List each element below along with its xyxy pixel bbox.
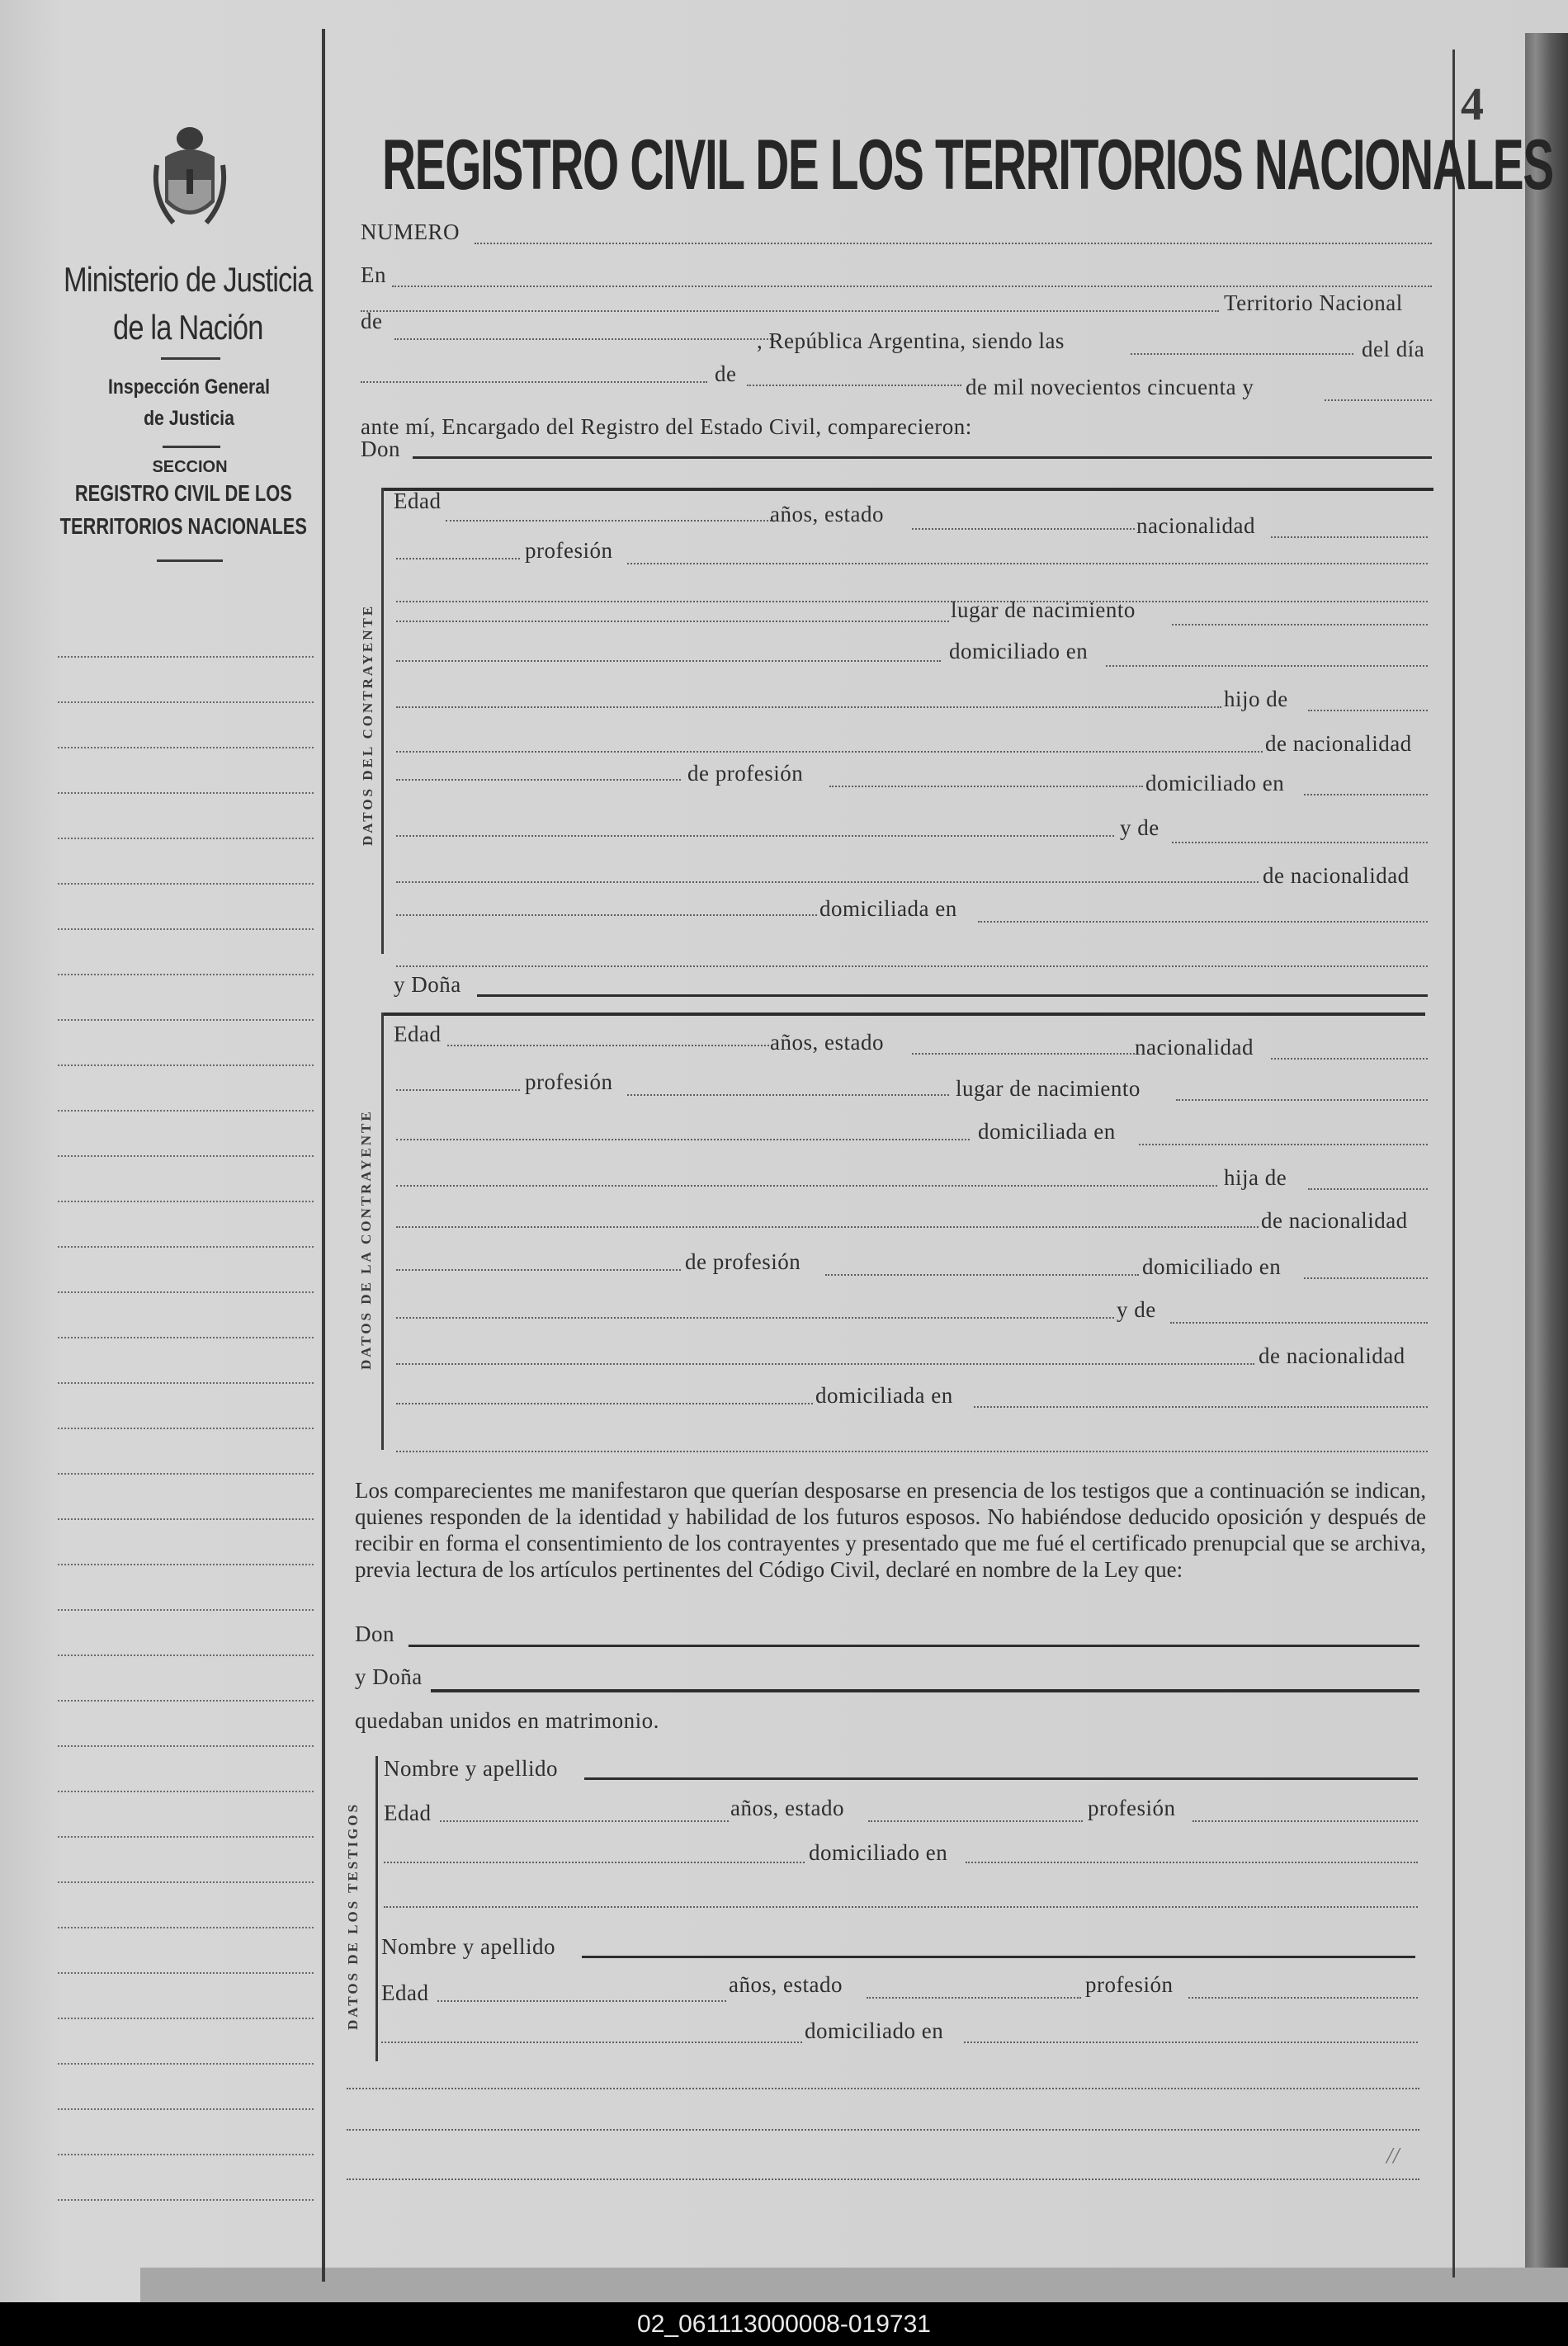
inspection-line-1: Inspección General: [107, 375, 271, 399]
profesion-field-f[interactable]: [627, 1094, 949, 1096]
margin-note-line[interactable]: [58, 1745, 314, 1747]
madre-domicilio-field-f[interactable]: [974, 1406, 1428, 1408]
national-coat-of-arms-icon: [149, 124, 231, 239]
free-line-1[interactable]: [347, 2088, 1419, 2089]
madre-field-f[interactable]: [1170, 1322, 1428, 1324]
ministry-line-1: Ministerio de Justicia: [63, 260, 313, 299]
lugar-nacimiento-label-f: lugar de nacimiento: [956, 1076, 1141, 1101]
de-nacionalidad-label-f: de nacionalidad: [1261, 1208, 1408, 1233]
anos-estado-label-t2: años, estado: [729, 1972, 843, 1997]
profesion-field-t1[interactable]: [1193, 1820, 1418, 1822]
de-nacionalidad-label: de nacionalidad: [1265, 731, 1412, 756]
edad-field-f[interactable]: [447, 1045, 769, 1046]
edad-label: Edad: [394, 489, 442, 513]
margin-note-line[interactable]: [58, 1972, 314, 1974]
padre-prof-prefix-f[interactable]: [396, 1269, 681, 1271]
profesion-label-t1: profesión: [1088, 1796, 1176, 1820]
contrayenta-bracket: [381, 1013, 384, 1450]
de-label: de: [361, 309, 383, 333]
profesion-field[interactable]: [627, 563, 1428, 564]
estado-field[interactable]: [912, 528, 1135, 530]
margin-note-line[interactable]: [58, 1881, 314, 1883]
margin-note-line[interactable]: [58, 792, 314, 794]
y-dona-label-2: y Doña: [355, 1664, 423, 1689]
margin-note-line[interactable]: [58, 1791, 314, 1792]
don-label-2: Don: [355, 1621, 394, 1646]
quedaban-label: quedaban unidos en matrimonio.: [355, 1708, 659, 1733]
madre-nac-field-f[interactable]: [396, 1363, 1254, 1365]
madre-dom-prefix[interactable]: [396, 914, 817, 916]
anos-estado-label-f: años, estado: [770, 1030, 884, 1055]
contrayente-line[interactable]: [396, 601, 1428, 602]
madre-prefix-field[interactable]: [396, 835, 1114, 837]
ante-mi-label: ante mí, Encargado del Registro del Estado Civil, comparecieron:: [361, 414, 972, 439]
nacionalidad-field[interactable]: [1271, 536, 1428, 538]
domicilio-prefix-t1[interactable]: [384, 1862, 805, 1863]
margin-note-line[interactable]: [58, 1700, 314, 1702]
section-name: [35, 477, 332, 543]
margin-note-line[interactable]: [58, 1428, 314, 1429]
profesion-label: profesión: [525, 538, 613, 563]
contrayente-side-label: DATOS DEL CONTRAYENTE: [360, 603, 375, 846]
domiciliada-en-label-f2: domiciliada en: [815, 1383, 953, 1408]
nacionalidad-label: nacionalidad: [1136, 513, 1255, 538]
domicilio-prefix-f[interactable]: [396, 1139, 970, 1140]
en-label: En: [361, 262, 386, 287]
anos-estado-label-t1: años, estado: [730, 1796, 844, 1820]
margin-note-line[interactable]: [58, 1291, 314, 1293]
margin-note-line[interactable]: [58, 1246, 314, 1248]
padre-domicilio-field-f[interactable]: [1304, 1277, 1428, 1279]
profesion-prefix-f[interactable]: [396, 1089, 520, 1091]
margin-note-line[interactable]: [58, 1654, 314, 1656]
del-dia-label: del día: [1362, 337, 1425, 361]
margin-note-line[interactable]: [58, 1836, 314, 1838]
madre-field[interactable]: [1172, 842, 1428, 843]
nacionalidad-field-f[interactable]: [1271, 1058, 1428, 1060]
divider: [161, 357, 220, 360]
margin-note-line[interactable]: [58, 1564, 314, 1565]
separator: [381, 488, 1433, 491]
madre-nac-field[interactable]: [396, 881, 1259, 883]
margin-note-line[interactable]: [58, 747, 314, 748]
territorio-label: Territorio Nacional: [1224, 290, 1403, 315]
domiciliado-en-label-f: domiciliado en: [1142, 1254, 1282, 1279]
edad-field-t2[interactable]: [437, 2000, 726, 2002]
hijo-de-label: hijo de: [1224, 687, 1288, 711]
margin-note-line[interactable]: [58, 1019, 314, 1021]
nacionalidad-label-f: nacionalidad: [1135, 1035, 1254, 1060]
contrayenta-side-label: DATOS DE LA CONTRAYENTE: [358, 1109, 374, 1370]
padre-profesion-field-f[interactable]: [825, 1274, 1139, 1276]
y-de-label: y de: [1120, 815, 1159, 840]
y-de-label-f: y de: [1117, 1297, 1156, 1322]
profesion-label-t2: profesión: [1085, 1972, 1174, 1997]
margin-note-line[interactable]: [58, 2199, 314, 2201]
margin-column: [0, 0, 326, 2278]
margin-note-line[interactable]: [58, 1155, 314, 1157]
divider: [157, 559, 223, 562]
domicilio-prefix-t2[interactable]: [381, 2042, 802, 2043]
numero-label: NUMERO: [361, 219, 460, 244]
don-label: Don: [361, 437, 400, 461]
estado-field-t1[interactable]: [868, 1820, 1083, 1822]
domicilio-prefix-field[interactable]: [396, 660, 941, 662]
padre-field-f[interactable]: [396, 1185, 1217, 1187]
margin-note-line[interactable]: [58, 656, 314, 658]
margin-note-line[interactable]: [58, 1110, 314, 1112]
domiciliado-en-label: domiciliado en: [949, 639, 1089, 663]
de-mil-label: de mil novecientos cincuenta y: [966, 375, 1254, 399]
nombre-field-2[interactable]: [582, 1956, 1415, 1958]
contrayente-bracket: [381, 488, 384, 954]
testigos-side-label: DATOS DE LOS TESTIGOS: [345, 1801, 361, 2030]
free-line-2[interactable]: [347, 2129, 1419, 2131]
territorio-field[interactable]: [361, 310, 1219, 312]
lugar-field-f[interactable]: [1176, 1099, 1428, 1101]
mes-field[interactable]: [747, 385, 961, 386]
margin-note-line[interactable]: [58, 1609, 314, 1611]
domiciliado-en-label-2: domiciliado en: [1145, 771, 1285, 795]
padre-field[interactable]: [396, 706, 1221, 708]
don-field-2[interactable]: [409, 1645, 1419, 1647]
divider: [163, 446, 220, 448]
margin-note-line[interactable]: [58, 1382, 314, 1384]
hija-de-field[interactable]: [1308, 1188, 1428, 1190]
margin-note-line[interactable]: [58, 838, 314, 839]
padre-profesion-field[interactable]: [829, 786, 1143, 787]
free-line-3[interactable]: [347, 2178, 1419, 2180]
nombre-label-1: Nombre y apellido: [384, 1756, 558, 1781]
section-line-2: TERRITORIOS NACIONALES: [59, 513, 307, 539]
profesion-prefix-field[interactable]: [396, 558, 520, 559]
edad-label-t1: Edad: [384, 1801, 432, 1825]
y-dona-label: y Doña: [394, 972, 461, 997]
padre-nac-field[interactable]: [396, 751, 1263, 753]
padre-prof-prefix[interactable]: [396, 779, 681, 781]
hora-field[interactable]: [1131, 353, 1353, 355]
padre-domicilio-field[interactable]: [1304, 794, 1428, 795]
margin-note-line[interactable]: [58, 2063, 314, 2065]
lugar-nacimiento-field[interactable]: [396, 621, 949, 622]
profesion-label-f: profesión: [525, 1069, 613, 1094]
margin-note-line[interactable]: [58, 974, 314, 975]
domiciliado-field[interactable]: [1106, 665, 1428, 667]
margin-note-line[interactable]: [58, 2154, 314, 2155]
right-rule: [1452, 50, 1455, 2278]
de-profesion-label: de profesión: [687, 761, 804, 786]
testigo1-line[interactable]: [384, 1906, 1418, 1908]
don-field[interactable]: [413, 456, 1432, 459]
section-label: SECCION: [152, 458, 228, 476]
page-bottom-edge: [140, 2268, 1568, 2302]
dia-field[interactable]: [361, 381, 707, 383]
de-nacionalidad-label-f2: de nacionalidad: [1259, 1343, 1405, 1368]
section-line-1: REGISTRO CIVIL DE LOS: [74, 480, 292, 506]
madre-prefix-f[interactable]: [396, 1317, 1114, 1319]
margin-note-line[interactable]: [58, 2018, 314, 2019]
margin-note-line[interactable]: [58, 2108, 314, 2110]
madre-dom-prefix-f[interactable]: [396, 1403, 813, 1404]
edad-label-t2: Edad: [381, 1980, 429, 2005]
contrayenta-last-line[interactable]: [396, 1451, 1428, 1452]
declaration-text: Los comparecientes me manifestaron que querían desposarse en presencia de los testigos que a continuación se indican, quienes responden de la identidad y habilidad de los futuros esposos. No habiéndose deducido oposición y después de recibir en forma el consentimiento de los contrayentes y presentado que me fué el certificado prenupcial que se archiva, previa lectura de los artículos pertinentes del Código Civil, declaré en nombre de la Ley que:: [355, 1478, 1426, 1582]
inspection-name: [24, 371, 354, 434]
testigos-bracket: [375, 1756, 378, 2061]
inspection-line-2: de Justicia: [144, 407, 234, 430]
republica-label: , República Argentina, siendo las: [757, 328, 1065, 353]
nombre-label-2: Nombre y apellido: [381, 1934, 555, 1959]
separator-2: [381, 1013, 1425, 1016]
margin-note-line[interactable]: [58, 1337, 314, 1338]
en-field[interactable]: [392, 286, 1432, 287]
estado-field-f[interactable]: [912, 1053, 1135, 1055]
dona-field-2[interactable]: [431, 1689, 1419, 1692]
anos-estado-label: años, estado: [770, 502, 884, 526]
margin-note-line[interactable]: [58, 1927, 314, 1928]
contrayente-last-line[interactable]: [396, 965, 1428, 967]
edad-label-f: Edad: [394, 1022, 442, 1046]
de-profesion-label-f: de profesión: [685, 1249, 801, 1274]
margin-note-line[interactable]: [58, 1201, 314, 1202]
numero-field[interactable]: [475, 243, 1432, 244]
ministry-name: [29, 256, 347, 352]
padre-nac-field-f[interactable]: [396, 1226, 1259, 1228]
page-number: 4: [1461, 79, 1484, 130]
dona-field[interactable]: [477, 994, 1428, 997]
margin-note-line[interactable]: [58, 1518, 314, 1520]
book-edge: [1525, 33, 1568, 2294]
domiciliado-label-t1: domiciliado en: [809, 1840, 948, 1865]
handwritten-mark: //: [1386, 2143, 1400, 2168]
profesion-field-t2[interactable]: [1188, 1997, 1418, 1999]
edad-field[interactable]: [446, 520, 772, 522]
margin-note-line[interactable]: [58, 1064, 314, 1066]
de-field[interactable]: [394, 338, 774, 340]
domicilio-field-t2[interactable]: [964, 2042, 1418, 2043]
domicilio-field-t1[interactable]: [966, 1862, 1418, 1863]
domiciliada-field-f[interactable]: [1139, 1144, 1428, 1145]
de-nacionalidad-label-2: de nacionalidad: [1263, 863, 1410, 888]
hijo-de-field[interactable]: [1308, 710, 1428, 711]
margin-note-line[interactable]: [58, 928, 314, 930]
domiciliado-label-t2: domiciliado en: [805, 2018, 944, 2043]
hija-de-label: hija de: [1224, 1165, 1287, 1190]
de-label-2: de: [715, 361, 737, 386]
margin-note-line[interactable]: [58, 701, 314, 703]
lugar-nacimiento-label: lugar de nacimiento: [951, 597, 1136, 622]
madre-domicilio-field[interactable]: [978, 921, 1428, 923]
domiciliada-en-label-f: domiciliada en: [978, 1119, 1116, 1144]
lugar-field-2[interactable]: [1172, 624, 1428, 625]
margin-note-line[interactable]: [58, 883, 314, 885]
margin-note-line[interactable]: [58, 1473, 314, 1475]
form-title: REGISTRO CIVIL DE LOS TERRITORIOS NACIONALES: [382, 125, 1553, 205]
estado-field-t2[interactable]: [867, 1997, 1081, 1999]
anio-field[interactable]: [1325, 399, 1432, 401]
scan-reference-code: 02_061113000008-019731: [0, 2302, 1568, 2346]
edad-field-t1[interactable]: [440, 1820, 729, 1822]
ministry-line-2: de la Nación: [112, 308, 263, 347]
margin-rule: [322, 29, 325, 2282]
domiciliada-en-label: domiciliada en: [819, 896, 957, 921]
nombre-field-1[interactable]: [584, 1777, 1418, 1780]
